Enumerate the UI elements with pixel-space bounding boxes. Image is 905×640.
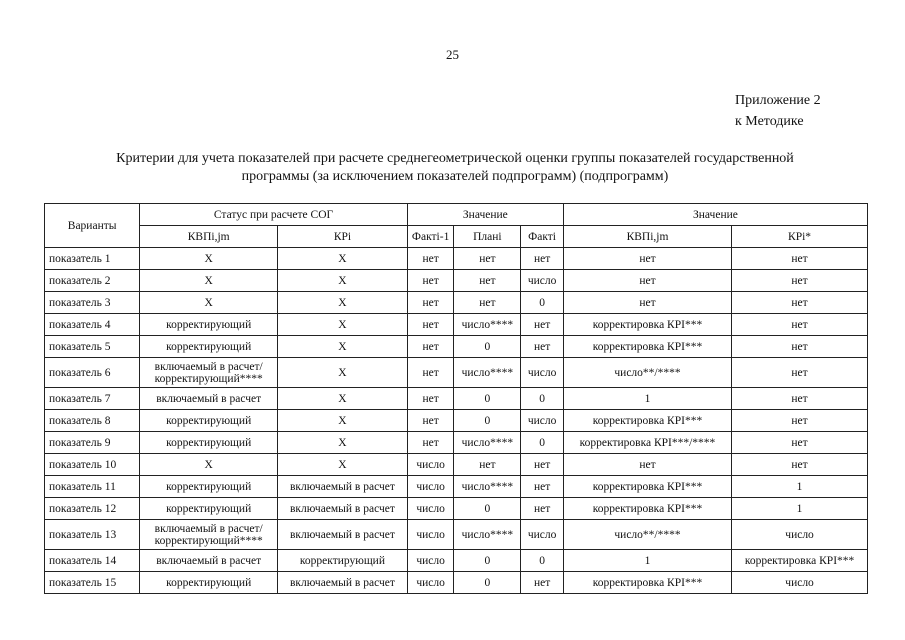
cell-kpi-status: корректирующий <box>278 550 408 572</box>
cell-plan: нет <box>454 270 521 292</box>
cell-kvpi-value: нет <box>563 292 731 314</box>
cell-kvpi-status: Х <box>140 270 278 292</box>
cell-indicator-name: показатель 13 <box>45 520 140 550</box>
cell-fact: нет <box>521 454 564 476</box>
header-status-group: Статус при расчете СОГ <box>140 204 408 226</box>
appendix-line-1: Приложение 2 <box>735 93 821 108</box>
table-row <box>45 292 868 314</box>
header-kpi-value: КРi* <box>732 226 868 248</box>
cell-kvpi-value: корректировка КРI*** <box>563 314 731 336</box>
cell-fact-prev: число <box>407 454 454 476</box>
cell-kpi-value: нет <box>732 248 868 270</box>
cell-fact-prev: число <box>407 550 454 572</box>
cell-kpi-value: нет <box>732 270 868 292</box>
cell-indicator-name: показатель 5 <box>45 336 140 358</box>
table-row <box>45 572 868 594</box>
cell-plan: нет <box>454 292 521 314</box>
header-kpi: КРi <box>278 226 408 248</box>
table-row <box>45 270 868 292</box>
cell-plan: число**** <box>454 476 521 498</box>
cell-kpi-status: Х <box>278 336 408 358</box>
cell-kpi-status: включаемый в расчет <box>278 498 408 520</box>
cell-fact: число <box>521 520 564 550</box>
cell-kvpi-value: нет <box>563 454 731 476</box>
cell-kpi-status: включаемый в расчет <box>278 476 408 498</box>
cell-kvpi-value: корректировка КРI*** <box>563 572 731 594</box>
table-row <box>45 454 868 476</box>
cell-kpi-value: нет <box>732 358 868 388</box>
cell-kpi-value: нет <box>732 336 868 358</box>
cell-fact-prev: нет <box>407 388 454 410</box>
cell-fact: нет <box>521 572 564 594</box>
cell-kvpi-status: корректирующий <box>140 476 278 498</box>
cell-indicator-name: показатель 1 <box>45 248 140 270</box>
cell-fact: нет <box>521 314 564 336</box>
cell-plan: число**** <box>454 432 521 454</box>
cell-kpi-status: включаемый в расчет <box>278 572 408 594</box>
cell-fact-prev: нет <box>407 314 454 336</box>
cell-kvpi-status: корректирующий <box>140 314 278 336</box>
cell-kpi-status: включаемый в расчет <box>278 520 408 550</box>
cell-indicator-name: показатель 7 <box>45 388 140 410</box>
cell-fact-prev: число <box>407 520 454 550</box>
cell-fact-prev: нет <box>407 358 454 388</box>
cell-plan: число**** <box>454 314 521 336</box>
cell-fact: число <box>521 410 564 432</box>
cell-kvpi-value: корректировка КРI***/**** <box>563 432 731 454</box>
cell-fact: нет <box>521 476 564 498</box>
cell-kvpi-value: корректировка КРI*** <box>563 476 731 498</box>
appendix-note <box>735 90 821 132</box>
title-line-2: программы (за исключением показателей подпрограмм) (подпрограмм) <box>241 169 669 184</box>
cell-kvpi-status: корректирующий <box>140 572 278 594</box>
cell-kpi-status: Х <box>278 358 408 388</box>
cell-kpi-value: нет <box>732 410 868 432</box>
header-plan: Планi <box>454 226 521 248</box>
cell-indicator-name: показатель 9 <box>45 432 140 454</box>
table-row <box>45 432 868 454</box>
cell-fact: 0 <box>521 550 564 572</box>
cell-kpi-value: нет <box>732 432 868 454</box>
cell-kvpi-status: включаемый в расчет/ корректирующий**** <box>140 358 278 388</box>
cell-kpi-value: корректировка КРI*** <box>732 550 868 572</box>
cell-indicator-name: показатель 3 <box>45 292 140 314</box>
cell-kpi-status: Х <box>278 410 408 432</box>
cell-kvpi-value: 1 <box>563 388 731 410</box>
cell-plan: нет <box>454 454 521 476</box>
cell-kpi-status: Х <box>278 292 408 314</box>
cell-kpi-value: 1 <box>732 476 868 498</box>
cell-kvpi-value: нет <box>563 248 731 270</box>
cell-kvpi-status: включаемый в расчет <box>140 388 278 410</box>
cell-indicator-name: показатель 4 <box>45 314 140 336</box>
cell-kpi-status: Х <box>278 388 408 410</box>
cell-fact-prev: число <box>407 498 454 520</box>
cell-kpi-status: Х <box>278 248 408 270</box>
cell-fact: нет <box>521 498 564 520</box>
page-number: 25 <box>446 47 459 62</box>
cell-indicator-name: показатель 15 <box>45 572 140 594</box>
cell-kpi-value: нет <box>732 388 868 410</box>
cell-kpi-status: Х <box>278 432 408 454</box>
cell-indicator-name: показатель 11 <box>45 476 140 498</box>
table-row <box>45 410 868 432</box>
header-fact-prev: Фактi-1 <box>407 226 454 248</box>
cell-kvpi-status: корректирующий <box>140 498 278 520</box>
header-kvpi: КВПi,jm <box>140 226 278 248</box>
table-row <box>45 498 868 520</box>
cell-fact-prev: нет <box>407 270 454 292</box>
table-row <box>45 388 868 410</box>
header-value-group-2: Значение <box>563 204 867 226</box>
cell-fact-prev: число <box>407 476 454 498</box>
header-kvpi-value: КВПi,jm <box>563 226 731 248</box>
cell-indicator-name: показатель 8 <box>45 410 140 432</box>
title-line-1: Критерии для учета показателей при расчете среднегеометрической оценки группы показателей государственной <box>116 151 794 166</box>
cell-plan: 0 <box>454 336 521 358</box>
header-variants: Варианты <box>45 204 140 248</box>
cell-fact: число <box>521 270 564 292</box>
cell-fact: нет <box>521 336 564 358</box>
cell-fact-prev: нет <box>407 432 454 454</box>
cell-kvpi-value: число**/**** <box>563 520 731 550</box>
criteria-table <box>44 203 868 594</box>
cell-kpi-value: 1 <box>732 498 868 520</box>
cell-kvpi-status: Х <box>140 292 278 314</box>
cell-kvpi-value: число**/**** <box>563 358 731 388</box>
cell-fact: 0 <box>521 388 564 410</box>
appendix-line-2: к Методике <box>735 114 804 129</box>
cell-kvpi-status: Х <box>140 248 278 270</box>
cell-kpi-value: нет <box>732 314 868 336</box>
cell-kvpi-value: корректировка КРI*** <box>563 410 731 432</box>
cell-kvpi-status: корректирующий <box>140 336 278 358</box>
cell-fact-prev: число <box>407 572 454 594</box>
cell-kvpi-value: корректировка КРI*** <box>563 336 731 358</box>
table-body <box>45 248 868 594</box>
cell-kvpi-value: нет <box>563 270 731 292</box>
table-row <box>45 358 868 388</box>
table-row <box>45 314 868 336</box>
table-row <box>45 520 868 550</box>
cell-plan: 0 <box>454 572 521 594</box>
cell-fact: нет <box>521 248 564 270</box>
table-row <box>45 550 868 572</box>
cell-kvpi-status: включаемый в расчет/ корректирующий**** <box>140 520 278 550</box>
cell-fact-prev: нет <box>407 248 454 270</box>
cell-kpi-status: Х <box>278 270 408 292</box>
cell-kvpi-value: 1 <box>563 550 731 572</box>
cell-plan: число**** <box>454 358 521 388</box>
cell-fact: число <box>521 358 564 388</box>
cell-kvpi-value: корректировка КРI*** <box>563 498 731 520</box>
cell-kpi-value: нет <box>732 292 868 314</box>
cell-plan: 0 <box>454 410 521 432</box>
header-fact: Фактi <box>521 226 564 248</box>
cell-kvpi-status: включаемый в расчет <box>140 550 278 572</box>
cell-indicator-name: показатель 2 <box>45 270 140 292</box>
cell-plan: нет <box>454 248 521 270</box>
cell-kpi-status: Х <box>278 314 408 336</box>
cell-indicator-name: показатель 14 <box>45 550 140 572</box>
cell-fact-prev: нет <box>407 292 454 314</box>
cell-kpi-value: число <box>732 520 868 550</box>
header-value-group-1: Значение <box>407 204 563 226</box>
cell-fact-prev: нет <box>407 336 454 358</box>
cell-fact: 0 <box>521 432 564 454</box>
cell-plan: число**** <box>454 520 521 550</box>
table-row <box>45 248 868 270</box>
table-row <box>45 336 868 358</box>
cell-kvpi-status: корректирующий <box>140 432 278 454</box>
table-row <box>45 476 868 498</box>
cell-kpi-status: Х <box>278 454 408 476</box>
cell-kpi-value: нет <box>732 454 868 476</box>
cell-plan: 0 <box>454 498 521 520</box>
cell-plan: 0 <box>454 388 521 410</box>
table-header <box>45 204 868 248</box>
cell-fact: 0 <box>521 292 564 314</box>
cell-plan: 0 <box>454 550 521 572</box>
document-title <box>40 150 870 186</box>
cell-fact-prev: нет <box>407 410 454 432</box>
cell-kvpi-status: корректирующий <box>140 410 278 432</box>
cell-kvpi-status: Х <box>140 454 278 476</box>
cell-indicator-name: показатель 6 <box>45 358 140 388</box>
cell-indicator-name: показатель 12 <box>45 498 140 520</box>
cell-indicator-name: показатель 10 <box>45 454 140 476</box>
cell-kpi-value: число <box>732 572 868 594</box>
